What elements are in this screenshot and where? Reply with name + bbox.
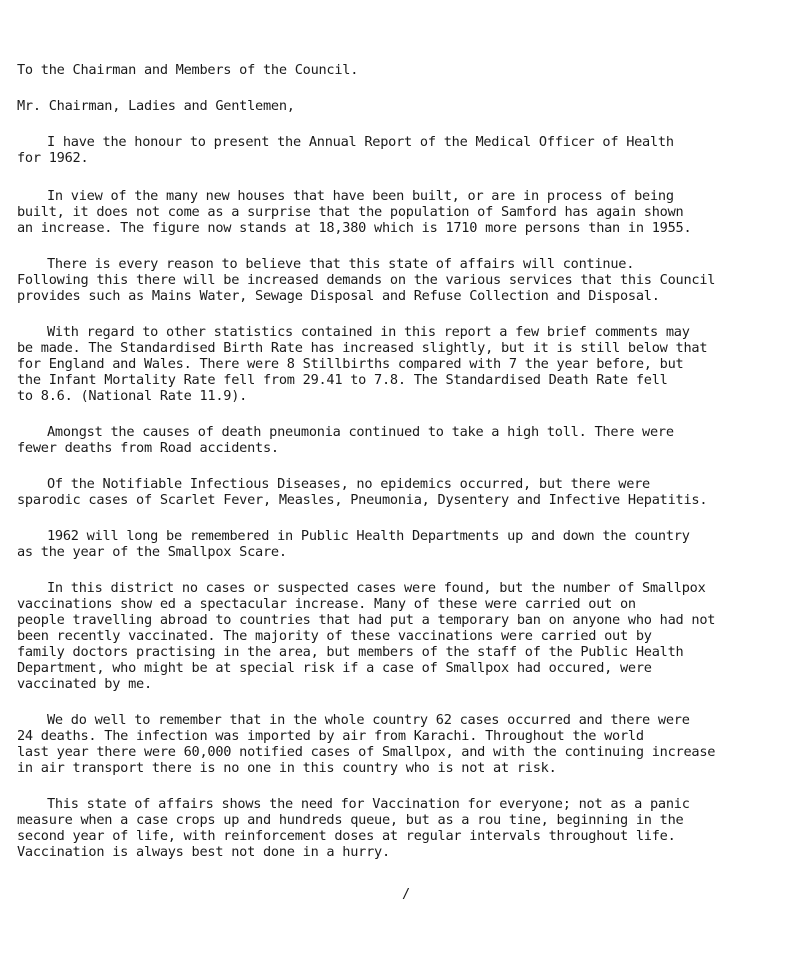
paragraph-line: people travelling abroad to countries that had put a temporary ban on anyone who had not xyxy=(17,612,716,628)
paragraph-line: sparodic cases of Scarlet Fever, Measles, Pneumonia, Dysentery and Infective Hepatitis. xyxy=(17,492,708,508)
paragraph-line: last year there were 60,000 notified cases of Smallpox, and with the continuing increase xyxy=(17,744,716,760)
paragraph-line: This state of affairs shows the need for Vaccination for everyone; not as a panic xyxy=(47,796,690,812)
paragraph-line: fewer deaths from Road accidents. xyxy=(17,440,279,456)
paragraph-line: built, it does not come as a surprise that the population of Samford has again shown xyxy=(17,204,684,220)
paragraph-line: to 8.6. (National Rate 11.9). xyxy=(17,388,248,404)
paragraph-line: vaccinated by me. xyxy=(17,676,152,692)
paragraph-line: for 1962. xyxy=(17,150,89,166)
paragraph-line: an increase. The figure now stands at 18,380 which is 1710 more persons than in 1955. xyxy=(17,220,692,236)
paragraph-line: Department, who might be at special risk if a case of Smallpox had occured, were xyxy=(17,660,652,676)
paragraph-line: family doctors practising in the area, but members of the staff of the Public Health xyxy=(17,644,684,660)
paragraph-line: Amongst the causes of death pneumonia continued to take a high toll. There were xyxy=(47,424,674,440)
paragraph-line: provides such as Mains Water, Sewage Disposal and Refuse Collection and Disposal. xyxy=(17,288,660,304)
address-line: To the Chairman and Members of the Council. xyxy=(17,62,359,78)
page-continuation-mark: / xyxy=(402,886,410,902)
paragraph-line: in air transport there is no one in this country who is not at risk. xyxy=(17,760,557,776)
paragraph-line: second year of life, with reinforcement doses at regular intervals throughout life. xyxy=(17,828,676,844)
paragraph-line: With regard to other statistics contained in this report a few brief comments may xyxy=(47,324,690,340)
salutation: Mr. Chairman, Ladies and Gentlemen, xyxy=(17,98,295,114)
paragraph-line: the Infant Mortality Rate fell from 29.41 to 7.8. The Standardised Death Rate fell xyxy=(17,372,668,388)
paragraph-line: We do well to remember that in the whole country 62 cases occurred and there were xyxy=(47,712,690,728)
paragraph-line: vaccinations show ed a spectacular increase. Many of these were carried out on xyxy=(17,596,636,612)
paragraph-line: as the year of the Smallpox Scare. xyxy=(17,544,287,560)
paragraph-line: In this district no cases or suspected cases were found, but the number of Smallpox xyxy=(47,580,706,596)
paragraph-line: Of the Notifiable Infectious Diseases, no epidemics occurred, but there were xyxy=(47,476,650,492)
paragraph-line: been recently vaccinated. The majority of these vaccinations were carried out by xyxy=(17,628,652,644)
paragraph-line: I have the honour to present the Annual Report of the Medical Officer of Health xyxy=(47,134,674,150)
paragraph-line: Vaccination is always best not done in a hurry. xyxy=(17,844,390,860)
paragraph-line: Following this there will be increased demands on the various services that this Council xyxy=(17,272,716,288)
paragraph-line: 1962 will long be remembered in Public Health Departments up and down the country xyxy=(47,528,690,544)
paragraph-line: for England and Wales. There were 8 Stillbirths compared with 7 the year before, but xyxy=(17,356,684,372)
paragraph-line: There is every reason to believe that this state of affairs will continue. xyxy=(47,256,635,272)
paragraph-line: be made. The Standardised Birth Rate has increased slightly, but it is still below that xyxy=(17,340,708,356)
paragraph-line: measure when a case crops up and hundreds queue, but as a rou tine, beginning in the xyxy=(17,812,684,828)
paragraph-line: 24 deaths. The infection was imported by air from Karachi. Throughout the world xyxy=(17,728,644,744)
paragraph-line: In view of the many new houses that have been built, or are in process of being xyxy=(47,188,674,204)
